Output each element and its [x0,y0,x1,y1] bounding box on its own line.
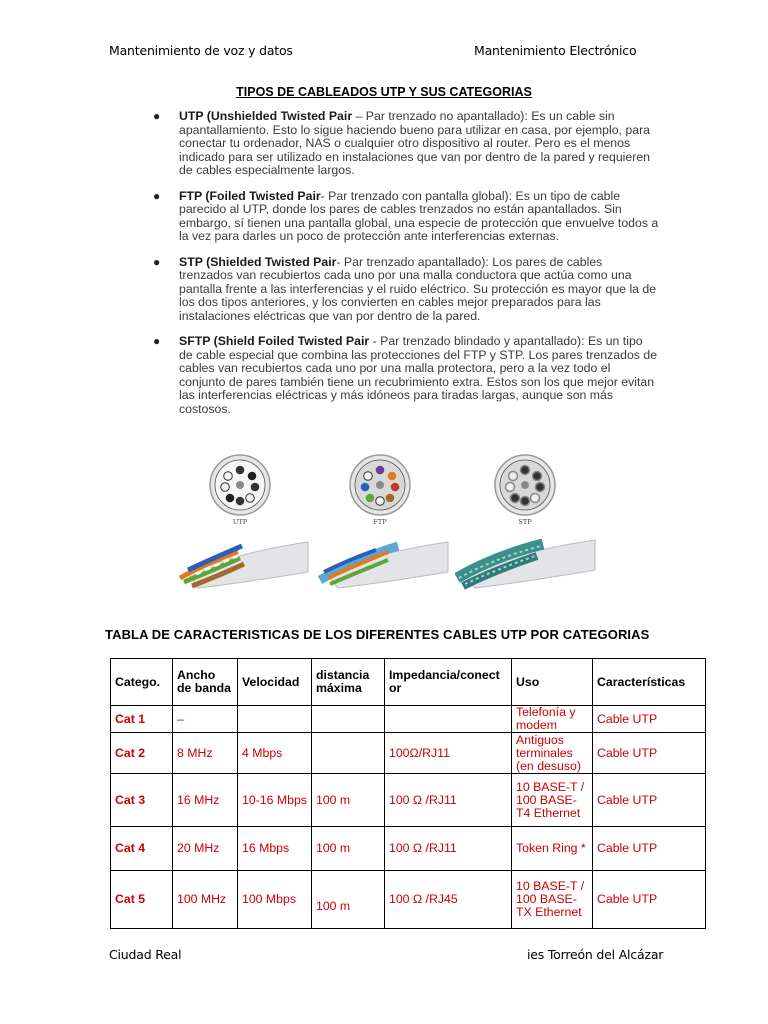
table-cell: Cat 3 [111,774,173,827]
table-cell: Cable UTP [593,774,706,827]
categories-table [110,658,706,929]
table-cell: 4 Mbps [238,733,312,774]
bullet-icon: ● [153,109,161,123]
table-cell: Cable UTP [593,827,706,871]
table-header-row [111,659,706,706]
table-row [111,706,706,733]
term-utp: UTP (Unshielded Twisted Pair [179,109,353,123]
utp-image-label: UTP [232,518,248,526]
table-cell: Cat 4 [111,827,173,871]
table-cell: Cable UTP [593,733,706,774]
table-cell: Cable UTP [593,871,706,929]
table-cell: Token Ring * [512,827,593,871]
list-item-sftp [153,335,659,416]
page-title: TIPOS DE CABLEADOS UTP Y SUS CATEGORIAS [236,85,532,99]
table-cell: Cat 5 [111,871,173,929]
cable-types-list [153,110,659,428]
table-cell: Cat 2 [111,733,173,774]
header-cell: Ancho de banda [173,659,238,706]
bullet-icon: ● [153,188,161,203]
table-cell: 8 MHz [173,733,238,774]
desc-utp: – Par trenzado no apantallado): Es un cable sin apantallamiento. Esto lo sigue haciendo bueno para utilizar en casa, por ejemplo, para conectar tu ordenador, NAS o cualquier otro dispositivo al router. Pero es el menos indicado para ser utilizado en instalaciones que van por dentro de la pared y requieren de cables especialmente largos. [179,109,651,177]
term-ftp: FTP (Foiled Twisted Pair [179,188,321,203]
table-cell: 10 BASE-T / 100 BASE-T4 Ethernet [512,774,593,827]
table-cell [238,706,312,733]
desc-sftp: - Par trenzado blindado y apantallado): Es un tipo de cable especial que combina las protecciones del FTP y STP. Los pares trenzados de cables van recubiertos cada uno por una malla protectora, pero a la vez todo el conjunto de pares también tiene un recubrimiento extra. Estos son los que mejor evitan las interferencias eléctricas y más idóneos para tiradas largas, aunque son más costosos. [179,334,658,416]
ftp-image-label: FTP [373,518,387,526]
table-cell: 100 m [312,774,385,827]
table-row [111,871,706,929]
list-item-utp [153,110,659,178]
table-row [111,774,706,827]
header-right: Mantenimiento Electrónico [474,43,637,58]
table-row [111,827,706,871]
table-cell: Telefonía y modem [512,706,593,733]
table-cell [312,706,385,733]
bullet-icon: ● [153,334,161,348]
table-title: TABLA DE CARACTERISTICAS DE LOS DIFERENTES CABLES UTP POR CATEGORIAS [105,627,650,642]
desc-ftp: - Par trenzado con pantalla global): Es un tipo de cable parecido al UTP, donde los pares de cables trenzados no están apantallados. Sin embargo, sí tienen una pantalla global, una especie de protección que envuelve todos a la vez para darles un poco de protección ante interferencias externas. [179,188,659,243]
table-cell: 100 m [312,827,385,871]
table-cell: 100 Ω /RJ11 [385,827,512,871]
table-cell: 100 MHz [173,871,238,929]
table-cell [312,733,385,774]
utp-cable-image [178,452,310,597]
list-item-stp [153,256,659,324]
header-cell: Uso [512,659,593,706]
table-cell: 20 MHz [173,827,238,871]
stp-image-label: STP [518,518,532,526]
term-stp: STP (Shielded Twisted Pair [179,254,337,269]
stp-cable-image [455,452,597,597]
header-left: Mantenimiento de voz y datos [109,43,293,58]
table-cell: 10-16 Mbps [238,774,312,827]
header-cell: Catego. [111,659,173,706]
table-cell: – [173,706,238,733]
header-cell: Velocidad [238,659,312,706]
table-cell: Antiguos terminales (en desuso) [512,733,593,774]
table-cell: 100Ω/RJ11 [385,733,512,774]
table-cell: 16 Mbps [238,827,312,871]
table-cell: Cable UTP [593,706,706,733]
table-cell: 100 Ω /RJ11 [385,774,512,827]
table-cell: 100 m [312,871,385,929]
header-cell: Impedancia/conector [385,659,512,706]
table-row [111,733,706,774]
table-cell: 16 MHz [173,774,238,827]
bullet-icon: ● [153,254,161,269]
footer-left: Ciudad Real [109,947,182,962]
desc-stp: - Par trenzado apantallado): Los pares de cables trenzados van recubiertos cada uno por una malla conductora que actúa como una pantalla frente a las interferencias y el ruido eléctrico. Su protección es mayor que la de los dos tipos anteriores, y los convierten en cables mejor preparados para las instalaciones eléctricas que van por dentro de la pared. [179,254,657,323]
table-cell: 100 Mbps [238,871,312,929]
table-cell: Cat 1 [111,706,173,733]
list-item-ftp [153,190,659,244]
table-cell: 10 BASE-T / 100 BASE-TX Ethernet [512,871,593,929]
header-cell: Características [593,659,706,706]
table-cell: 100 Ω /RJ45 [385,871,512,929]
header-cell: distancia máxima [312,659,385,706]
table-cell [385,706,512,733]
term-sftp: SFTP (Shield Foiled Twisted Pair [179,334,370,348]
ftp-cable-image [318,452,450,597]
footer-right: ies Torreón del Alcázar [527,947,664,962]
